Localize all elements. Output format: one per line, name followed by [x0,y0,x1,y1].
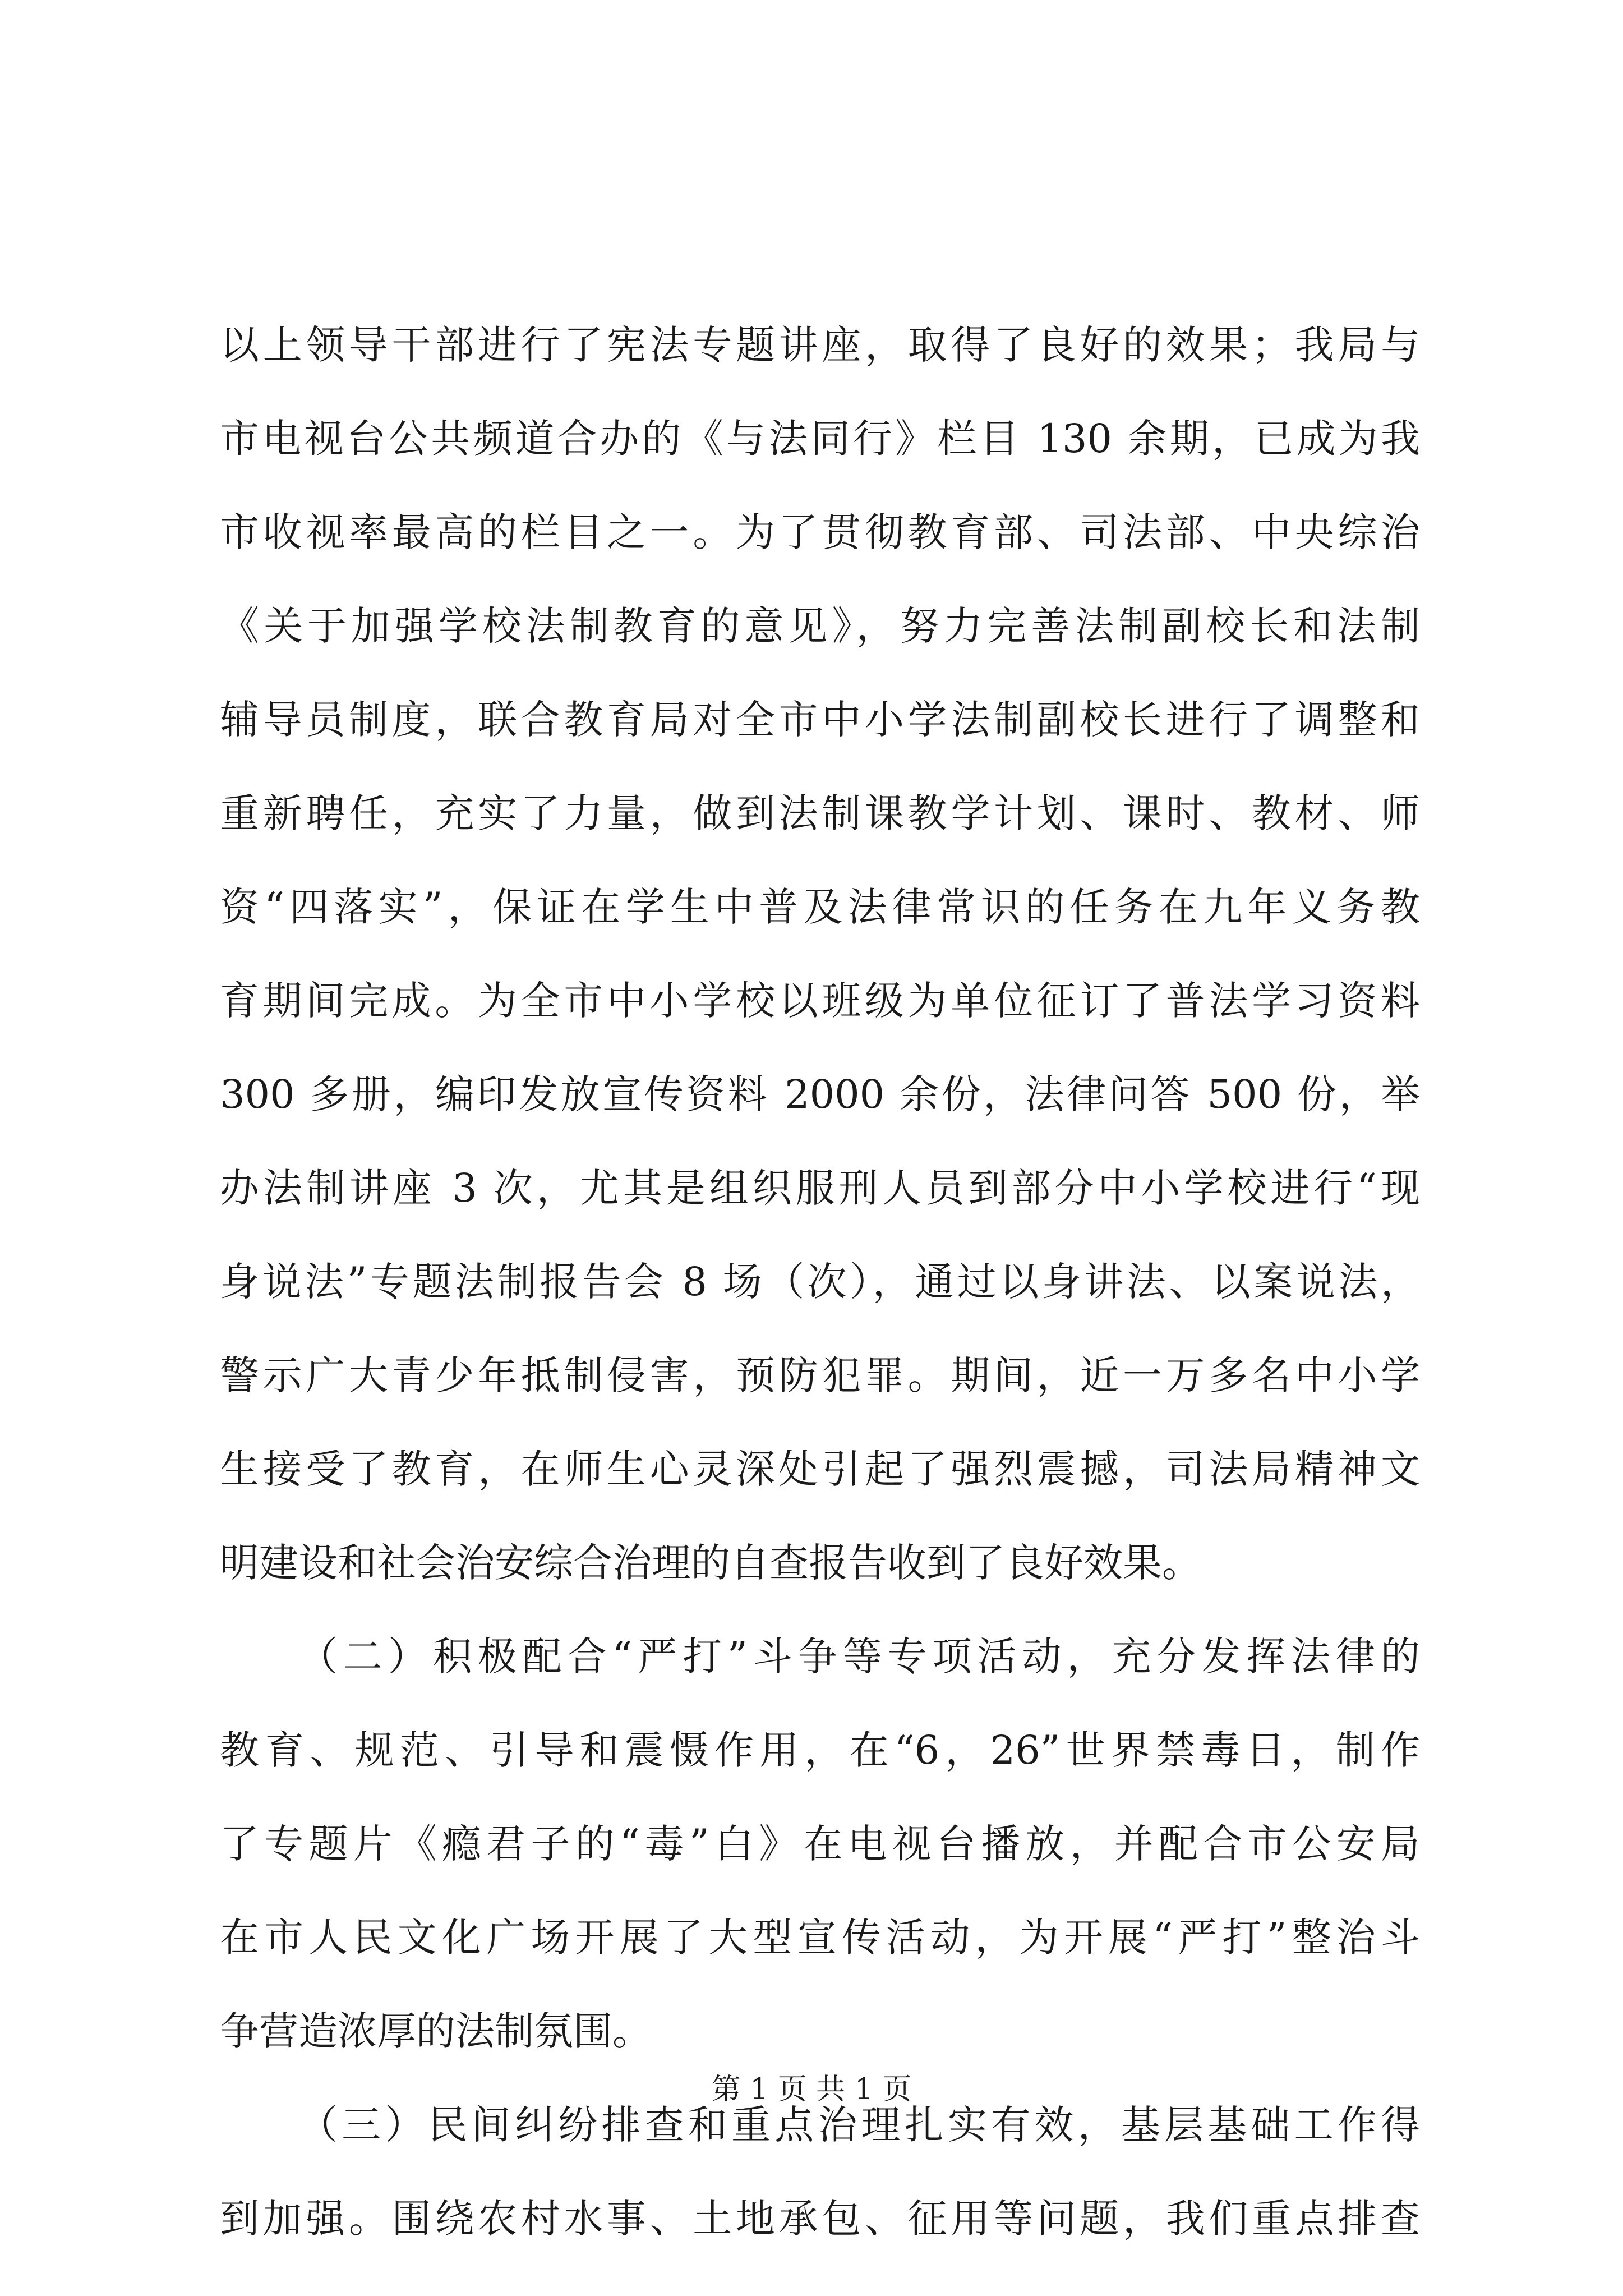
text-line: 争营造浓厚的法制氛围。 [220,2008,652,2054]
text-line: 以上领导干部进行了宪法专题讲座，取得了良好的效果；我局与 [220,322,1420,368]
text-line: 办法制讲座 3 次，尤其是组织服刑人员到部分中小学校进行“现 [220,1165,1420,1211]
text-line: 明建设和社会治安综合治理的自查报告收到了良好效果。 [220,1540,1201,1586]
text-line: 300 多册，编印发放宣传资料 2000 余份，法律问答 500 份，举 [220,1071,1420,1117]
paragraph-first-line: （三）民间纠纷排查和重点治理扎实有效，基层基础工作得 [298,2102,1420,2148]
text-line: 了专题片《瘾君子的“毒”白》在电视台播放，并配合市公安局 [220,1821,1420,1867]
paragraph-first-line: （二）积极配合“严打”斗争等专项活动，充分发挥法律的 [298,1634,1420,1680]
text-line: 辅导员制度，联合教育局对全市中小学法制副校长进行了调整和 [220,697,1420,743]
text-line: 教育、规范、引导和震慑作用，在“6，26”世界禁毒日，制作 [220,1727,1420,1773]
text-line: 到加强。围绕农村水事、土地承包、征用等问题，我们重点排查 [220,2196,1420,2242]
text-line: 市收视率最高的栏目之一。为了贯彻教育部、司法部、中央综治 [220,509,1420,555]
text-line: 育期间完成。为全市中小学校以班级为单位征订了普法学习资料 [220,978,1420,1024]
text-line: 身说法”专题法制报告会 8 场（次），通过以身讲法、以案说法， [220,1259,1420,1305]
text-line: 警示广大青少年抵制侵害，预防犯罪。期间，近一万多名中小学 [220,1352,1420,1398]
text-line: 重新聘任，充实了力量，做到法制课教学计划、课时、教材、师 [220,790,1420,836]
document-body [220,298,1420,2266]
text-line: 市电视台公共频道合办的《与法同行》栏目 130 余期，已成为我 [220,416,1420,462]
page-number-footer: 第 1 页 共 1 页 [711,2073,912,2106]
text-line: 在市人民文化广场开展了大型宣传活动，为开展“严打”整治斗 [220,1915,1420,1961]
text-line: 生接受了教育，在师生心灵深处引起了强烈震撼，司法局精神文 [220,1446,1420,1492]
text-line: 资“四落实”，保证在学生中普及法律常识的任务在九年义务教 [220,884,1420,930]
text-line: 《关于加强学校法制教育的意见》，努力完善法制副校长和法制 [220,603,1420,649]
